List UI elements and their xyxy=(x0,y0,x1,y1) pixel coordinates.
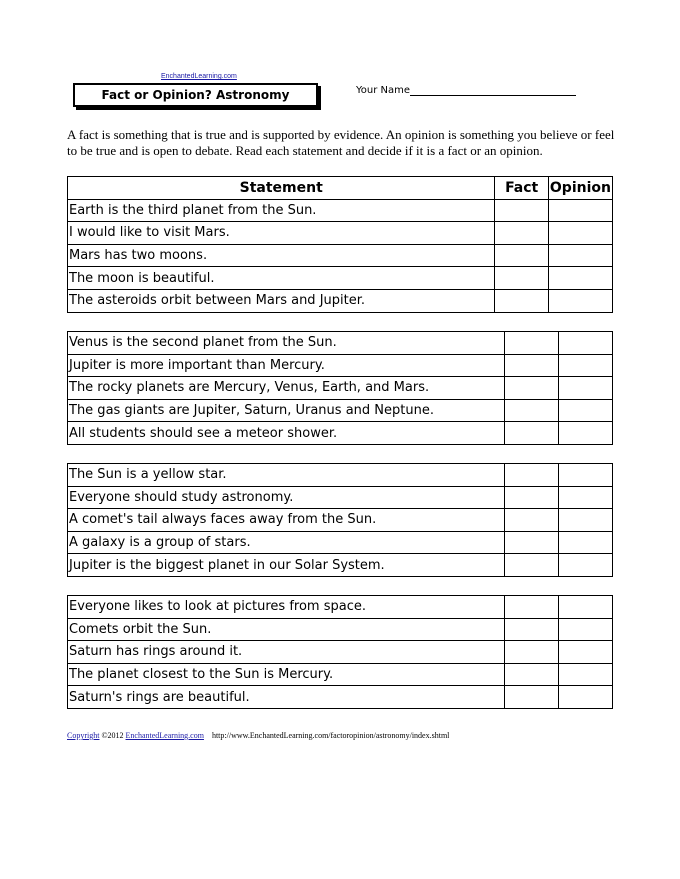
fact-answer-box[interactable] xyxy=(495,267,549,290)
opinion-answer-box[interactable] xyxy=(548,222,612,245)
opinion-answer-box[interactable] xyxy=(559,422,613,445)
fact-answer-box[interactable] xyxy=(505,554,559,577)
opinion-answer-box[interactable] xyxy=(548,289,612,312)
statement-cell: Comets orbit the Sun. xyxy=(68,618,505,641)
opinion-answer-box[interactable] xyxy=(559,618,613,641)
statement-cell: A galaxy is a group of stars. xyxy=(68,531,505,554)
table-row xyxy=(68,354,613,377)
table-row xyxy=(68,686,613,709)
statement-table-group-1 xyxy=(67,176,613,313)
statement-cell: Everyone likes to look at pictures from space. xyxy=(68,596,505,619)
fact-answer-box[interactable] xyxy=(505,531,559,554)
statement-cell: The gas giants are Jupiter, Saturn, Uranus and Neptune. xyxy=(68,399,505,422)
table-row xyxy=(68,332,613,355)
opinion-answer-box[interactable] xyxy=(559,663,613,686)
statement-cell: The Sun is a yellow star. xyxy=(68,464,505,487)
statement-cell: Jupiter is more important than Mercury. xyxy=(68,354,505,377)
statement-cell: The planet closest to the Sun is Mercury. xyxy=(68,663,505,686)
opinion-answer-box[interactable] xyxy=(559,596,613,619)
fact-answer-box[interactable] xyxy=(505,509,559,532)
statement-table-group-2 xyxy=(67,331,613,445)
fact-answer-box[interactable] xyxy=(495,289,549,312)
opinion-answer-box[interactable] xyxy=(559,554,613,577)
fact-answer-box[interactable] xyxy=(505,596,559,619)
site-link-top[interactable]: EnchantedLearning.com xyxy=(161,73,237,80)
table-row xyxy=(68,399,613,422)
table-row xyxy=(68,509,613,532)
opinion-answer-box[interactable] xyxy=(559,531,613,554)
opinion-answer-box[interactable] xyxy=(559,332,613,355)
table-row xyxy=(68,199,613,222)
copyright-link[interactable]: Copyright xyxy=(67,731,100,740)
header-opinion: Opinion xyxy=(548,177,612,200)
fact-answer-box[interactable] xyxy=(505,618,559,641)
name-line xyxy=(410,95,576,96)
statement-cell: Saturn has rings around it. xyxy=(68,641,505,664)
statement-cell: The moon is beautiful. xyxy=(68,267,495,290)
statement-cell: A comet's tail always faces away from the Sun. xyxy=(68,509,505,532)
fact-answer-box[interactable] xyxy=(505,464,559,487)
statement-cell: The rocky planets are Mercury, Venus, Earth, and Mars. xyxy=(68,377,505,400)
opinion-answer-box[interactable] xyxy=(559,377,613,400)
statement-cell: I would like to visit Mars. xyxy=(68,222,495,245)
opinion-answer-box[interactable] xyxy=(559,641,613,664)
statement-cell: Saturn's rings are beautiful. xyxy=(68,686,505,709)
footer-url: http://www.EnchantedLearning.com/factoropinion/astronomy/index.shtml xyxy=(211,731,450,740)
footer xyxy=(67,731,449,740)
fact-answer-box[interactable] xyxy=(505,686,559,709)
table-row xyxy=(68,244,613,267)
fact-answer-box[interactable] xyxy=(505,399,559,422)
opinion-answer-box[interactable] xyxy=(559,399,613,422)
opinion-answer-box[interactable] xyxy=(559,354,613,377)
opinion-answer-box[interactable] xyxy=(559,509,613,532)
statement-cell: Earth is the third planet from the Sun. xyxy=(68,199,495,222)
intro-text: A fact is something that is true and is supported by evidence. An opinion is something you believe or feel to be true and is open to debate. Read each statement and decide if it is a fact or an opinion. xyxy=(67,127,615,158)
table-row xyxy=(68,486,613,509)
fact-answer-box[interactable] xyxy=(495,222,549,245)
opinion-answer-box[interactable] xyxy=(548,199,612,222)
statement-cell: Venus is the second planet from the Sun. xyxy=(68,332,505,355)
fact-answer-box[interactable] xyxy=(505,641,559,664)
opinion-answer-box[interactable] xyxy=(559,486,613,509)
statement-cell: The asteroids orbit between Mars and Jupiter. xyxy=(68,289,495,312)
footer-site-link[interactable]: EnchantedLearning.com xyxy=(125,731,204,740)
table-row xyxy=(68,377,613,400)
fact-answer-box[interactable] xyxy=(505,354,559,377)
your-name-label: Your Name xyxy=(356,85,411,96)
table-row xyxy=(68,222,613,245)
table-row xyxy=(68,554,613,577)
table-row xyxy=(68,531,613,554)
opinion-answer-box[interactable] xyxy=(548,267,612,290)
table-row xyxy=(68,596,613,619)
statement-cell: Everyone should study astronomy. xyxy=(68,486,505,509)
fact-answer-box[interactable] xyxy=(505,422,559,445)
table-header-row xyxy=(68,177,613,200)
statement-table-group-4 xyxy=(67,595,613,709)
table-row xyxy=(68,267,613,290)
worksheet-title: Fact or Opinion? Astronomy xyxy=(73,83,318,107)
fact-answer-box[interactable] xyxy=(495,244,549,267)
opinion-answer-box[interactable] xyxy=(548,244,612,267)
statement-table-group-3 xyxy=(67,463,613,577)
fact-answer-box[interactable] xyxy=(505,486,559,509)
statement-cell: All students should see a meteor shower. xyxy=(68,422,505,445)
table-row xyxy=(68,663,613,686)
opinion-answer-box[interactable] xyxy=(559,464,613,487)
table-row xyxy=(68,289,613,312)
opinion-answer-box[interactable] xyxy=(559,686,613,709)
fact-answer-box[interactable] xyxy=(505,377,559,400)
fact-answer-box[interactable] xyxy=(505,332,559,355)
table-row xyxy=(68,464,613,487)
header-fact: Fact xyxy=(495,177,549,200)
statement-cell: Jupiter is the biggest planet in our Solar System. xyxy=(68,554,505,577)
table-row xyxy=(68,422,613,445)
copyright-year: ©2012 xyxy=(101,731,124,740)
table-row xyxy=(68,618,613,641)
statement-cell: Mars has two moons. xyxy=(68,244,495,267)
fact-answer-box[interactable] xyxy=(505,663,559,686)
header-statement: Statement xyxy=(68,177,495,200)
fact-answer-box[interactable] xyxy=(495,199,549,222)
table-row xyxy=(68,641,613,664)
